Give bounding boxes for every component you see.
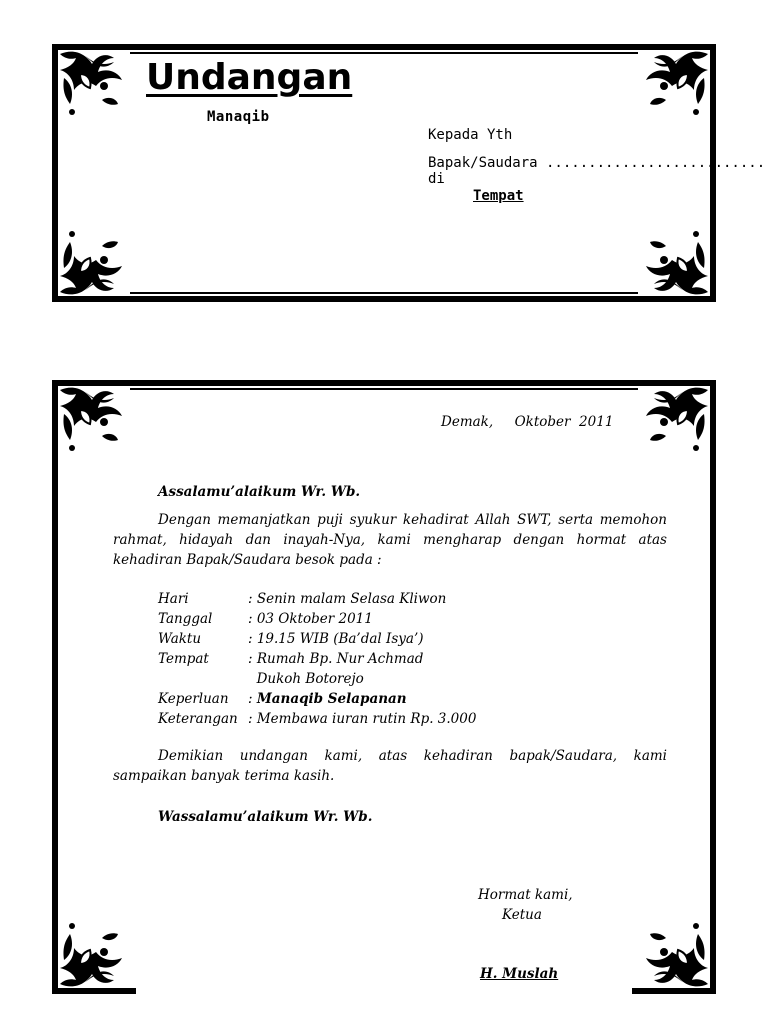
address-recipient: Bapak/Saudara .......................... (428, 155, 766, 171)
detail-value: : 19.15 WIB (Ba’dal Isya’) (248, 631, 424, 647)
detail-row-purpose (158, 689, 476, 709)
left-border (52, 458, 58, 918)
top-border (130, 380, 638, 386)
floral-ornament-icon (52, 380, 136, 464)
letter-paragraph-closing (113, 746, 667, 786)
detail-label: Keterangan (158, 711, 238, 727)
detail-value: : Membawa iuran rutin Rp. 3.000 (248, 711, 477, 727)
detail-row-note (158, 709, 476, 729)
top-border (130, 44, 638, 50)
right-border (710, 458, 716, 918)
detail-label: Tanggal (158, 611, 213, 627)
top-border-inner (130, 52, 638, 54)
letter-regards: Hormat kami, (478, 887, 573, 903)
letter-date: Demak, Oktober 2011 (441, 414, 614, 430)
detail-row-date (158, 609, 476, 629)
invitation-title: Undangan (146, 57, 353, 98)
detail-value-strong: Manaqib Selapanan (256, 691, 407, 707)
detail-label (158, 669, 248, 689)
right-border (710, 122, 716, 224)
detail-value: : Senin malam Selasa Kliwon (248, 591, 447, 607)
signer-role: Ketua (502, 907, 542, 923)
detail-row-place (158, 649, 476, 669)
detail-label: Waktu (158, 631, 202, 647)
bottom-border-inner (130, 292, 638, 294)
detail-label: Hari (158, 591, 189, 607)
floral-ornament-icon (52, 910, 136, 994)
detail-value: : Rumah Bp. Nur Achmad (248, 651, 424, 667)
detail-value: Dukoh Botorejo (248, 671, 364, 687)
signer-name: H. Muslah (480, 966, 559, 982)
detail-value: : 03 Oktober 2011 (248, 611, 373, 627)
invitation-subtitle: Manaqib (207, 109, 270, 125)
detail-row-day (158, 589, 476, 609)
left-border (52, 122, 58, 224)
floral-ornament-icon (632, 218, 716, 302)
floral-ornament-icon (632, 910, 716, 994)
event-details (158, 589, 476, 729)
floral-ornament-icon (632, 380, 716, 464)
address-to: Kepada Yth (428, 127, 513, 143)
letter-closing: Wassalamu’alaikum Wr. Wb. (158, 809, 373, 825)
floral-ornament-icon (52, 44, 136, 128)
address-di: di (428, 171, 445, 187)
paragraph-text: Dengan memanjatkan puji syukur kehadirat Allah SWT, serta memohon rahmat, hidayah dan inayah-Nya, kami mengharap dengan hormat atas kehadiran Bapak/Saudara besok pada : (113, 512, 667, 568)
detail-row-place-cont (158, 669, 476, 689)
letter-greeting: Assalamu’alaikum Wr. Wb. (158, 484, 361, 500)
detail-label: Tempat (158, 651, 209, 667)
paragraph-text: Demikian undangan kami, atas kehadiran bapak/Saudara, kami sampaikan banyak terima kasih. (113, 748, 667, 784)
floral-ornament-icon (52, 218, 136, 302)
top-border-inner (130, 388, 638, 390)
floral-ornament-icon (632, 44, 716, 128)
detail-value (248, 689, 476, 709)
letter-paragraph-opening (113, 510, 667, 570)
detail-row-time (158, 629, 476, 649)
detail-value-prefix: : (248, 691, 257, 707)
detail-label: Keperluan (158, 691, 229, 707)
address-place: Tempat (473, 188, 524, 204)
bottom-border (130, 296, 638, 302)
